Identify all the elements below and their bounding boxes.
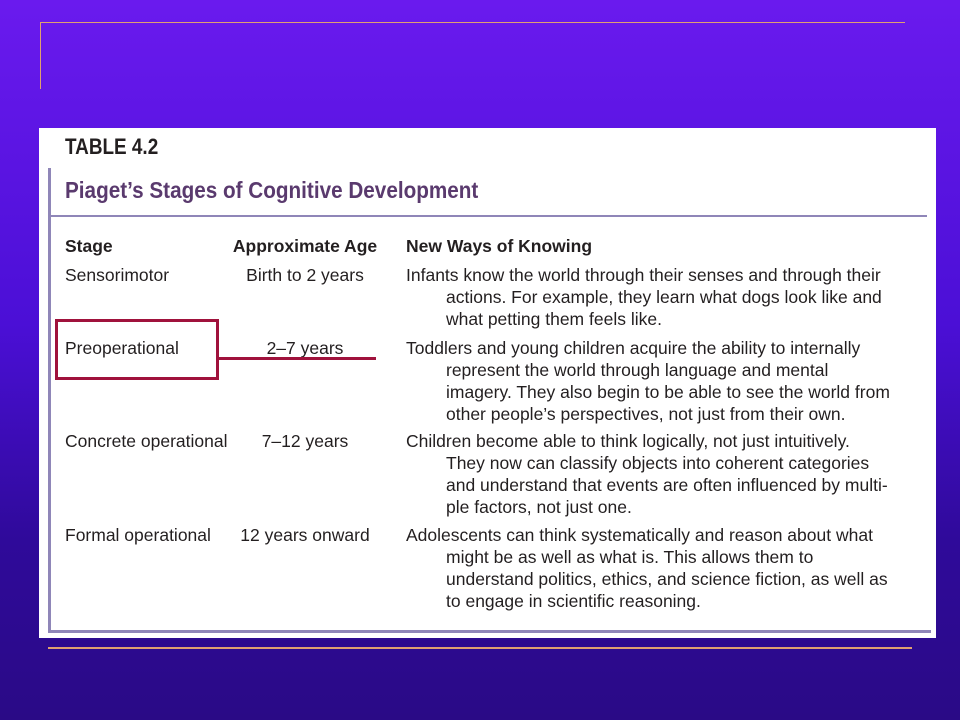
row-stage: Concrete operational bbox=[65, 431, 228, 451]
table-label: TABLE 4.2 bbox=[65, 134, 159, 159]
description-line: might be as well as what is. This allows them to bbox=[446, 547, 814, 567]
decorative-top-border bbox=[40, 22, 905, 89]
row-description bbox=[406, 430, 888, 518]
description-line: Adolescents can think systematically and reason about what bbox=[406, 525, 873, 545]
description-line: represent the world through language and mental bbox=[446, 360, 829, 380]
description-line: Children become able to think logically, not just intuitively. bbox=[406, 431, 850, 451]
header-stage: Stage bbox=[65, 236, 113, 256]
description-line: what petting them feels like. bbox=[446, 309, 662, 329]
row-stage: Formal operational bbox=[65, 525, 211, 545]
highlight-underline bbox=[216, 357, 376, 360]
row-age: Birth to 2 years bbox=[246, 265, 364, 285]
highlight-box bbox=[55, 319, 219, 380]
row-age: 7–12 years bbox=[261, 431, 349, 451]
row-description bbox=[406, 337, 890, 425]
description-line: understand politics, ethics, and science fiction, as well as bbox=[446, 569, 888, 589]
header-approximate-age: Approximate Age bbox=[232, 236, 378, 256]
row-age: 2–7 years bbox=[266, 338, 344, 358]
decorative-bottom-border bbox=[48, 647, 912, 649]
description-line: to engage in scientific reasoning. bbox=[446, 591, 701, 611]
description-line: actions. For example, they learn what dogs look like and bbox=[446, 287, 882, 307]
row-stage: Sensorimotor bbox=[65, 265, 170, 285]
description-line: ple factors, not just one. bbox=[446, 497, 632, 517]
description-line: They now can classify objects into coherent categories bbox=[446, 453, 870, 473]
description-line: other people’s perspectives, not just from their own. bbox=[446, 404, 846, 424]
header-new-ways-of-knowing: New Ways of Knowing bbox=[406, 236, 593, 256]
description-line: imagery. They also begin to be able to see the world from bbox=[446, 382, 890, 402]
description-line: Infants know the world through their senses and through their bbox=[406, 265, 881, 285]
description-line: Toddlers and young children acquire the ability to internally bbox=[406, 338, 861, 358]
description-line: and understand that events are often influenced by multi- bbox=[446, 475, 888, 495]
row-age: 12 years onward bbox=[240, 525, 370, 545]
row-stage: Preoperational bbox=[65, 338, 179, 358]
title-rule bbox=[51, 215, 927, 217]
row-description bbox=[406, 264, 882, 330]
table-title: Piaget’s Stages of Cognitive Development bbox=[65, 177, 479, 203]
row-description bbox=[406, 524, 888, 612]
